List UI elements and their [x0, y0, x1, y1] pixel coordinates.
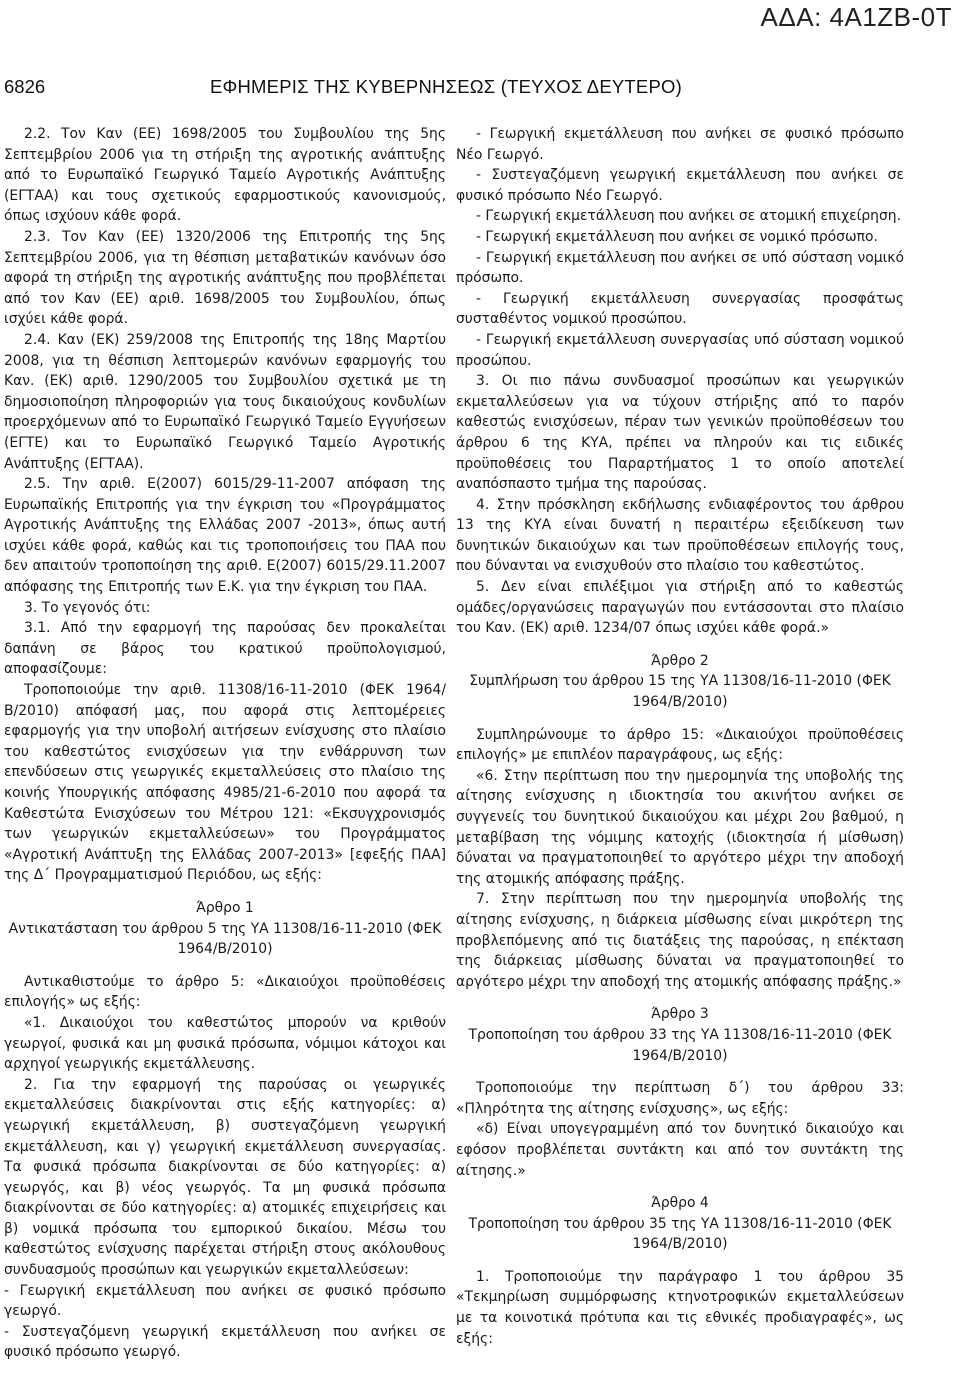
- article-3-heading: Άρθρο 3: [651, 1006, 709, 1023]
- gazette-title: ΕΦΗΜΕΡΙΣ ΤΗΣ ΚΥΒΕΡΝΗΣΕΩΣ (ΤΕΥΧΟΣ ΔΕΥΤΕΡΟ): [210, 76, 682, 97]
- list-item: - Συστεγαζόμενη γεωργική εκμετάλλευση που ανήκει σε φυσικό πρόσωπο γεωργό.: [4, 1323, 446, 1361]
- article-2-title: Συμπλήρωση του άρθρου 15 της ΥΑ 11308/16-11-2010 (ΦΕΚ 1964/Β/2010): [469, 673, 891, 711]
- article-4-heading: Άρθρο 4: [651, 1195, 709, 1212]
- paragraph-2-3: 2.3. Τον Καν (ΕΕ) 1320/2006 της Επιτροπής της 5ης Σεπτεμβρίου 2006, για τη θέσπιση μεταβατικών κανόνων όσο αφορά τη στήριξη της αγροτικής ανάπτυξης που προβλέπεται από τον Καν (ΕΕ) αριθ. 1698/2005 του Συμβουλίου, όπως ισχύει κάθε φορά.: [4, 228, 446, 328]
- paragraph-2-2: 2.2. Τον Καν (ΕΕ) 1698/2005 του Συμβουλίου της 5ης Σεπτεμβρίου 2006 για τη στήριξη της αγροτικής ανάπτυξης από το Ευρωπαϊκό Γεωργικό Ταμείο Αγροτικής Ανάπτυξης (ΕΓΤΑΑ) και τους σχετικούς εφαρμοστικούς κανονισμούς, όπως ισχύουν κάθε φορά.: [4, 126, 446, 225]
- article-2-para-6: «6. Στην περίπτωση που την ημερομηνία της υποβολής της αίτησης ενίσχυσης η ιδιοκτησία του ακινήτου ανήκει σε συγγενείς του δυνητικού δικαιούχου και μέχρι 2ου βαθμού, η μεταβίβαση της νόμιμης κατοχής (ιδιοκτησία ή μίσθωση) δύναται να πραγματοποιηθεί το αργότερο μέχρι την αποδοχή της ατομικής απόφασης πράξης.: [456, 767, 904, 887]
- paragraph-amendment-intro: Τροποποιούμε την αριθ. 11308/16-11-2010 (ΦΕΚ 1964/Β/2010) απόφασή μας, που αφορά στις λεπτομέρειες εφαρμογής για την υποβολή αιτήσεων ενίσχυσης στο πλαίσιο του καθεστώτος ενισχύσεων για την ενθάρρυνση των επενδύσεων στις γεωργικές εκμεταλλεύσεις στο πλαίσιο της κοινής Υπουργικής απόφασης 4985/21-6-2010 που αφορά τα Καθεστώτα Ενισχύσεων του Μέτρου 121: «Εκσυγχρονισμός των γεωργικών εκμεταλλεύσεων» του Προγράμματος «Αγροτική Ανάπτυξη της Ελλάδας 2007-2013» [εφεξής ΠΑΑ] της Δ΄ Προγραμματισμού Περιόδου, ως εξής:: [4, 682, 446, 884]
- article-1-para-1: «1. Δικαιούχοι του καθεστώτος μπορούν να κριθούν γεωργοί, φυσικά και μη φυσικά πρόσωπα, νόμιμοι κάτοχοι και αρχηγοί γεωργικής εκμετάλλευσης.: [4, 1014, 446, 1073]
- article-4-title: Τροποποίηση του άρθρου 35 της ΥΑ 11308/16-11-2010 (ΦΕΚ 1964/Β/2010): [468, 1215, 892, 1253]
- article-1-title: Αντικατάσταση του άρθρου 5 της ΥΑ 11308/16-11-2010 (ΦΕΚ 1964/Β/2010): [8, 920, 442, 958]
- list-item: - Γεωργική εκμετάλλευση που ανήκει σε ατομική επιχείρηση.: [476, 208, 902, 225]
- list-item: - Γεωργική εκμετάλλευση που ανήκει σε νομικό πρόσωπο.: [476, 228, 878, 245]
- paragraph-2-5: 2.5. Την αριθ. Ε(2007) 6015/29-11-2007 απόφαση της Ευρωπαϊκής Επιτροπής για την έγκριση του «Προγράμματος Αγροτικής Ανάπτυξης της Ελλάδας 2007 -2013», όπως αυτή ισχύει κάθε φορά, καθώς και τις τροποποιήσεις του ΠΑΑ που δεν απαιτούν τροποποίηση της αριθ. Ε(2007) 6015/29.11.2007 απόφασης της Επιτροπής των Ε.Κ. για την έγκριση του ΠΑΑ.: [4, 476, 446, 596]
- list-item: - Γεωργική εκμετάλλευση συνεργασίας προσφάτως συσταθέντος νομικού προσώπου.: [456, 290, 904, 328]
- list-item: - Γεωργική εκμετάλλευση συνεργασίας υπό σύσταση νομικού προσώπου.: [456, 331, 904, 369]
- page-number: 6826: [4, 76, 46, 97]
- article-1-para-3: 3. Οι πιο πάνω συνδυασμοί προσώπων και γεωργικών εκμεταλλεύσεων για να τύχουν στήριξης από το παρόν καθεστώς ενισχύσεων, πέραν των γενικών προϋποθέσεων του άρθρου 6 της ΚΥΑ, πρέπει να πληρούν και τις ειδικές προϋποθέσεις του Παραρτήματος 1 το οποίο αποτελεί αναπόσπαστο τμήμα της παρούσας.: [456, 373, 904, 493]
- list-item: - Συστεγαζόμενη γεωργική εκμετάλλευση που ανήκει σε φυσικό πρόσωπο Νέο Γεωργό.: [456, 167, 904, 204]
- article-3-intro: Τροποποιούμε την περίπτωση δ΄) του άρθρου 33: «Πληρότητα της αίτησης ενίσχυσης», ως εξής:: [456, 1080, 904, 1117]
- article-3-para-d: «δ) Είναι υπογεγραμμένη από τον δυνητικό δικαιούχο και εφόσον προβλέπεται συντάκτη και από τον συντάκτη της αίτησης.»: [456, 1121, 904, 1179]
- list-item: - Γεωργική εκμετάλλευση που ανήκει σε φυσικό πρόσωπο γεωργό.: [4, 1282, 446, 1320]
- article-1-heading: Άρθρο 1: [196, 899, 254, 916]
- article-1-para-2: 2. Για την εφαρμογή της παρούσας οι γεωργικές εκμεταλλεύσεις διακρίνονται στις εξής κατηγορίες: α) γεωργική εκμετάλλευση, β) συστεγαζόμενη γεωργική εκμετάλλευση, και γ) γεωργική εκμετάλλευση συνεργασίας. Τα φυσικά πρόσωπα διακρίνονται σε δύο κατηγορίες: α) γεωργός, και β) νέος γεωργός. Τα μη φυσικά πρόσωπα διακρίνονται σε δύο κατηγορίες: α) ατομικές επιχειρήσεις και β) νομικά πρόσωπα του εμπορικού δικαίου. Μέσω του καθεστώτος ενίσχυσης παρέχεται στήριξη στους ακόλουθους συνδυασμούς προσώπων και γεωργικών εκμεταλλεύσεων:: [4, 1076, 446, 1279]
- article-1-para-5: 5. Δεν είναι επιλέξιμοι για στήριξη από το καθεστώς ομάδες/οργανώσεις παραγωγών που εντάσσονται στο πλαίσιο του Καν. (ΕΚ) αριθ. 1234/07 όπως ισχύει κάθε φορά.»: [456, 579, 904, 637]
- article-2-intro: Συμπληρώνουμε το άρθρο 15: «Δικαιούχοι προϋποθέσεις επιλογής» με επιπλέον παραγράφους, ως εξής:: [456, 726, 904, 764]
- gazette-header: [0, 76, 960, 106]
- left-column: [4, 124, 446, 1363]
- ada-code: ΑΔΑ: 4Α1ΖΒ-0Τ: [760, 2, 952, 32]
- article-1-para-4: 4. Στην πρόσκληση εκδήλωσης ενδιαφέροντος του άρθρου 13 της ΚΥΑ είναι δυνατή η περαιτέρω εξειδίκευση των δυνητικών δικαιούχων και των προϋποθέσεων επιλογής τους, που δύνανται να ενισχυθούν στο πλαίσιο του καθεστώτος.: [456, 496, 904, 575]
- article-1-intro: Αντικαθιστούμε το άρθρο 5: «Δικαιούχοι προϋποθέσεις επιλογής» ως εξής:: [4, 973, 446, 1011]
- list-item: - Γεωργική εκμετάλλευση που ανήκει σε φυσικό πρόσωπο Νέο Γεωργό.: [456, 126, 904, 163]
- paragraph-3: 3. Το γεγονός ότι:: [24, 599, 151, 616]
- right-column: [456, 124, 904, 1349]
- article-4-para-1: 1. Τροποποιούμε την παράγραφο 1 του άρθρου 35 «Τεκμηρίωση συμμόρφωσης κτηνοτροφικών εκμεταλλεύσεων με τα κοινοτικά πρότυπα και τις εθνικές προδιαγραφές», ως εξής:: [456, 1268, 904, 1347]
- article-2-heading: Άρθρο 2: [651, 652, 709, 669]
- list-item: - Γεωργική εκμετάλλευση που ανήκει σε υπό σύσταση νομικό πρόσωπο.: [456, 249, 904, 287]
- paragraph-3-1: 3.1. Από την εφαρμογή της παρούσας δεν προκαλείται δαπάνη σε βάρος του κρατικού προϋπολογισμού, αποφασίζουμε:: [4, 620, 446, 678]
- article-3-title: Τροποποίηση του άρθρου 33 της ΥΑ 11308/16-11-2010 (ΦΕΚ 1964/Β/2010): [468, 1026, 892, 1064]
- article-2-para-7: 7. Στην περίπτωση που την ημερομηνία υποβολής της αίτησης ενίσχυσης, η διάρκεια μίσθωσης είναι μικρότερη της προβλεπόμενης από τις διατάξεις της παρούσας, η επέκταση της διάρκειας μίσθωσης δύναται να πραγματοποιηθεί το αργότερο μέχρι την αποδοχή της ατομικής απόφασης πράξης.»: [456, 891, 904, 990]
- paragraph-2-4: 2.4. Καν (ΕΚ) 259/2008 της Επιτροπής της 18ης Μαρτίου 2008, για τη θέσπιση λεπτομερών κανόνων εφαρμογής του Καν. (ΕΚ) αριθ. 1290/2005 του Συμβουλίου σχετικά με τη δημοσιοποίηση πληροφοριών για τους δικαιούχους κονδυλίων προερχόμενων από το Ευρωπαϊκό Γεωργικό Ταμείο Εγγυήσεων (ΕΓΤΕ) και το Ευρωπαϊκό Γεωργικό Ταμείο Αγροτικής Ανάπτυξης (ΕΓΤΑΑ).: [4, 331, 446, 472]
